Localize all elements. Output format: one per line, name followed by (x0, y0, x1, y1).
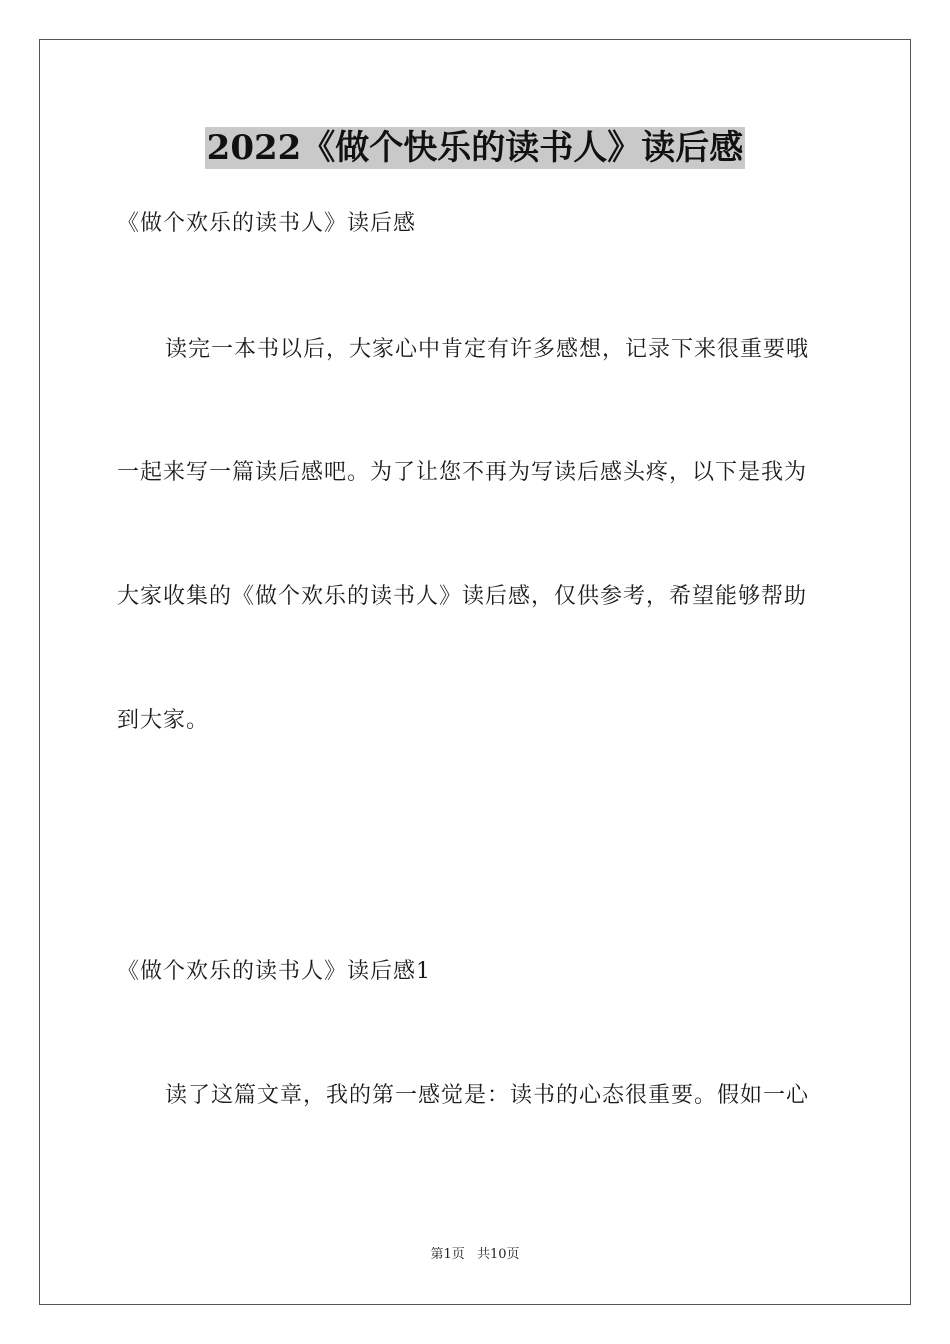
page-footer (0, 1246, 950, 1264)
section-heading: 《做个欢乐的读书人》读后感1 (117, 959, 431, 984)
document-title: 2022《做个快乐的读书人》读后感 (206, 128, 744, 168)
subtitle: 《做个欢乐的读书人》读后感 (117, 211, 417, 236)
page-number-total: 共10页 (476, 1247, 520, 1262)
paragraph-line: 大家收集的《做个欢乐的读书人》读后感，仅供参考，希望能够帮助 (117, 584, 808, 609)
title-container (0, 127, 950, 169)
paragraph-line: 读完一本书以后，大家心中肯定有许多感想，记录下来很重要哦 (165, 337, 810, 362)
paragraph-line: 读了这篇文章，我的第一感觉是：读书的心态很重要。假如一心 (165, 1083, 810, 1108)
paragraph-line: 到大家。 (117, 708, 210, 733)
page-number-current: 第1页 (430, 1247, 465, 1262)
paragraph-line: 一起来写一篇读后感吧。为了让您不再为写读后感头疼，以下是我为 (117, 460, 808, 485)
